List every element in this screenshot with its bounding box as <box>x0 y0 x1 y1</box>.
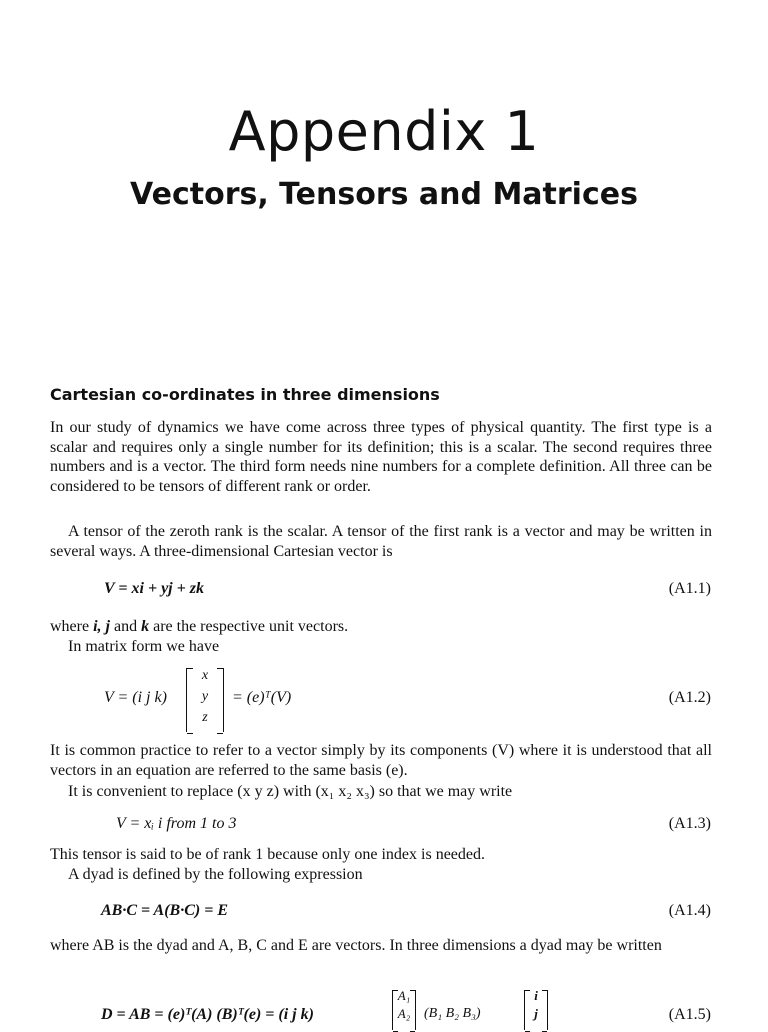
matrix-cell-x: x <box>201 668 209 683</box>
column-matrix-unit <box>524 990 548 1030</box>
matrix-cell-z: z <box>202 710 208 725</box>
paragraph-unit-vectors <box>50 618 348 636</box>
equation-number-a1-4: (A1.4) <box>668 902 711 919</box>
matrix-cell-i: i <box>534 988 538 1003</box>
equation-number-a1-5: (A1.5) <box>668 1006 711 1023</box>
equation-number-a1-3: (A1.3) <box>668 815 711 832</box>
matrix-cell-y: y <box>201 689 209 704</box>
section-heading: Cartesian co-ordinates in three dimensions <box>50 385 440 404</box>
equation-a1-1: V = xi + yj + zk <box>104 580 204 597</box>
paragraph-dyad-written: where AB is the dyad and A, B, C and E are vectors. In three dimensions a dyad may be written <box>50 937 662 954</box>
paragraph-components: It is common practice to refer to a vector simply by its components (V) where it is understood that all vectors in an equation are referred to the same basis (e). <box>50 742 712 779</box>
unit-vectors-ij: i, j <box>93 618 110 635</box>
equation-a1-2-rhs: = (e)ᵀ(V) <box>232 689 292 706</box>
paragraph-dyad-definition: A dyad is defined by the following expression <box>68 866 363 883</box>
matrix-cell-a1: A₁ <box>397 988 411 1003</box>
chapter-title: Appendix 1 <box>228 100 540 163</box>
paragraph-rank-one: This tensor is said to be of rank 1 because only one index is needed. <box>50 846 485 863</box>
matrix-cell-a2: A₂ <box>397 1006 411 1021</box>
paragraph-replace: It is convenient to replace (x y z) with (x₁ x₂ x₃) so that we may write <box>68 783 513 800</box>
column-matrix-xyz <box>186 668 224 732</box>
equation-a1-5-row-b: (B₁ B₂ B₃) <box>424 1006 481 1021</box>
equation-number-a1-1: (A1.1) <box>668 580 711 597</box>
column-matrix-a <box>392 990 416 1030</box>
unit-vectors-and: and <box>113 618 138 635</box>
unit-vectors-text-a: where <box>50 618 90 635</box>
paragraph-intro: In our study of dynamics we have come across three types of physical quantity. The first type is a scalar and requires only a single number for its definition; this is a scalar. The second requires three numbers and is a vector. The third form needs nine numbers for a complete definition. All three can be considered to be tensors of different rank or order. <box>50 419 712 495</box>
paragraph-zeroth-rank: A tensor of the zeroth rank is the scalar. A tensor of the first rank is a vector and may be written in several ways. A three-dimensional Cartesian vector is <box>50 523 712 560</box>
unit-vectors-k: k <box>141 618 150 635</box>
matrix-cell-j: j <box>534 1006 538 1021</box>
equation-a1-4: AB·C = A(B·C) = E <box>101 902 228 919</box>
equation-a1-2-lhs: V = (i j k) <box>104 689 167 706</box>
chapter-subtitle: Vectors, Tensors and Matrices <box>130 177 638 212</box>
paragraph-matrix-form: In matrix form we have <box>68 638 220 655</box>
equation-a1-5-lhs: D = AB = (e)ᵀ(A) (B)ᵀ(e) = (i j k) <box>101 1006 314 1023</box>
equation-a1-3: V = xᵢ i from 1 to 3 <box>116 815 237 832</box>
equation-number-a1-2: (A1.2) <box>668 689 711 706</box>
unit-vectors-text-b: are the respective unit vectors. <box>153 618 349 635</box>
